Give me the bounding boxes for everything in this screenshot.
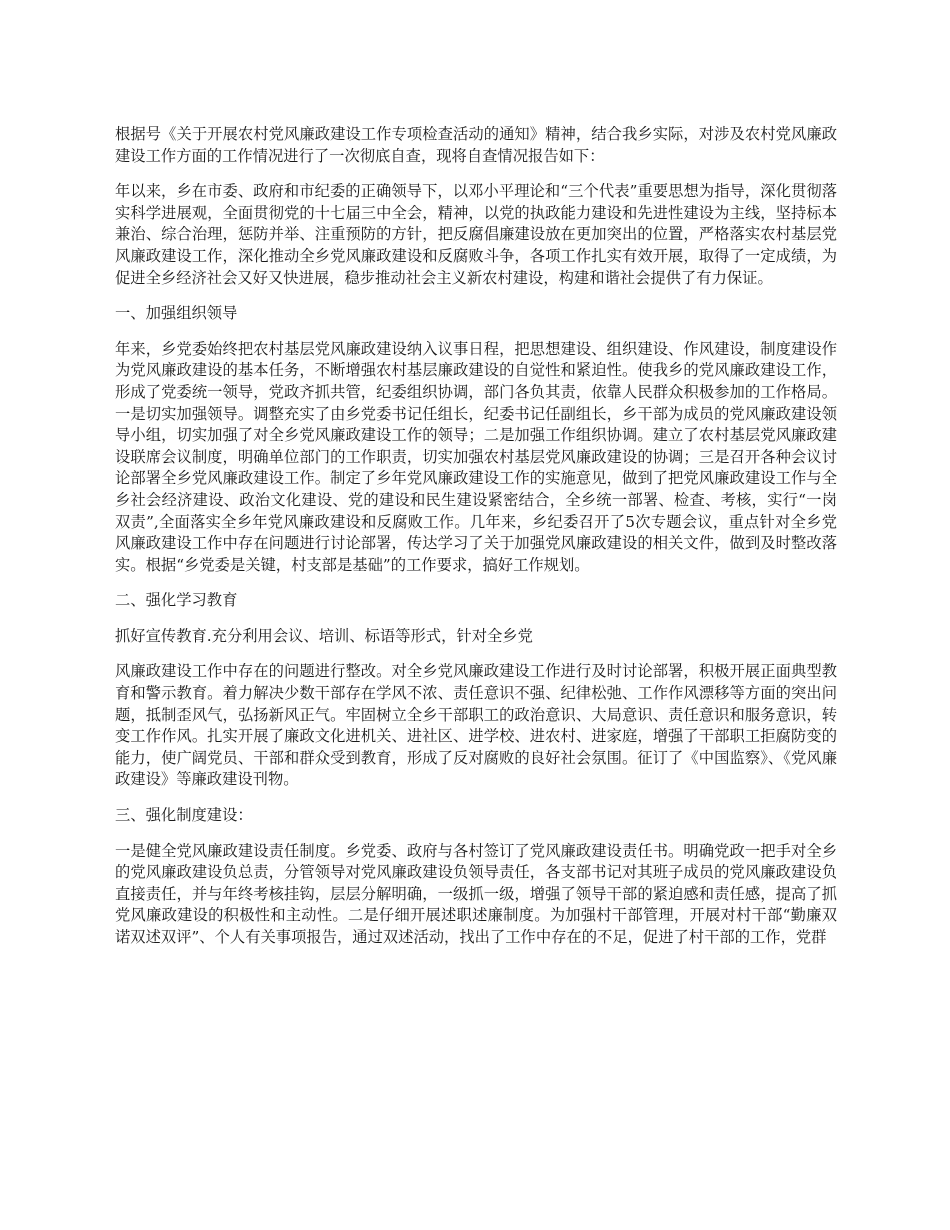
section-heading-system: 三、强化制度建设： xyxy=(115,806,253,825)
education-paragraph: 风廉政建设工作中存在的问题进行整改。对全乡党风廉政建设工作进行及时讨论部署，积极开展正面典型教育和警示教育。着力解决少数干部存在学风不浓、责任意识不强、纪律松弛、工作作风漂移等方面的突出问题，抵制歪风气，弘扬新风正气。牢固树立全乡干部职工的政治意识、大局意识、责任意识和服务意识，转变工作作风。扎实开展了廉政文化进机关、进社区、进学校、进农村、进家庭，增强了干部职工拒腐防变的能力，使广阔党员、干部和群众受到教育，形成了反对腐败的良好社会氛围。征订了《中国监察》、《党风廉政建设》等廉政建设刊物。 xyxy=(115,662,837,789)
education-intro-paragraph: 抓好宣传教育.充分利用会议、培训、标语等形式，针对全乡党 xyxy=(115,626,533,645)
document-page xyxy=(115,124,837,963)
section-heading-organization: 一、加强组织领导 xyxy=(115,304,238,323)
intro-paragraph: 根据号《关于开展农村党风廉政建设工作专项检查活动的通知》精神，结合我乡实际，对涉及农村党风廉政建设工作方面的工作情况进行了一次彻底自查，现将自查情况报告如下： xyxy=(115,125,837,165)
section-heading-education: 二、强化学习教育 xyxy=(115,591,238,610)
overview-paragraph: 年以来，乡在市委、政府和市纪委的正确领导下，以邓小平理论和“三个代表”重要思想为指导，深化贯彻落实科学进展观，全面贯彻党的十七届三中全会，精神，以党的执政能力建设和先进性建设为主线，坚持标本兼治、综合治理，惩防并举、注重预防的方针，把反腐倡廉建设放在更加突出的位置，严格落实农村基层党风廉政建设工作，深化推动全乡党风廉政建设和反腐败斗争，各项工作扎实有效开展，取得了一定成绩，为促进全乡经济社会又好又快进展，稳步推动社会主义新农村建设，构建和谐社会提供了有力保证。 xyxy=(115,182,837,287)
organization-paragraph: 年来，乡党委始终把农村基层党风廉政建设纳入议事日程，把思想建设、组织建设、作风建设，制度建设作为党风廉政建设的基本任务，不断增强农村基层廉政建设的自觉性和紧迫性。使我乡的党风廉政建设工作，形成了党委统一领导，党政齐抓共管，纪委组织协调，部门各负其责，依靠人民群众积极参加的工作格局。一是切实加强领导。调整充实了由乡党委书记任组长，纪委书记任副组长，乡干部为成员的党风廉政建设领导小组，切实加强了对全乡党风廉政建设工作的领导；二是加强工作组织协调。建立了农村基层党风廉政建设联席会议制度，明确单位部门的工作职责，切实加强农村基层党风廉政建设的协调；三是召开各种会议讨论部署全乡党风廉政建设工作。制定了乡年党风廉政建设工作的实施意见，做到了把党风廉政建设工作与全乡社会经济建设、政治文化建设、党的建设和民生建设紧密结合，全乡统一部署、检查、考核，实行“一岗双责”,全面落实全乡年党风廉政建设和反腐败工作。几年来，乡纪委召开了5次专题会议，重点针对全乡党风廉政建设工作中存在问题进行讨论部署，传达学习了关于加强党风廉政建设的相关文件，做到及时整改落实。根据“乡党委是关键，村支部是基础”的工作要求，搞好工作规划。 xyxy=(115,339,837,574)
system-paragraph: 一是健全党风廉政建设责任制度。乡党委、政府与各村签订了党风廉政建设责任书。明确党政一把手对全乡的党风廉政建设负总责，分管领导对党风廉政建设负领导责任，各支部书记对其班子成员的党风廉政建设负直接责任，并与年终考核挂钩，层层分解明确，一级抓一级，增强了领导干部的紧迫感和责任感，提高了抓党风廉政建设的积极性和主动性。二是仔细开展述职述廉制度。为加强村干部管理，开展对村干部“勤廉双诺双述双评”、个人有关事项报告，通过双述活动，找出了工作中存在的不足，促进了村干部的工作，党群 xyxy=(115,841,837,946)
